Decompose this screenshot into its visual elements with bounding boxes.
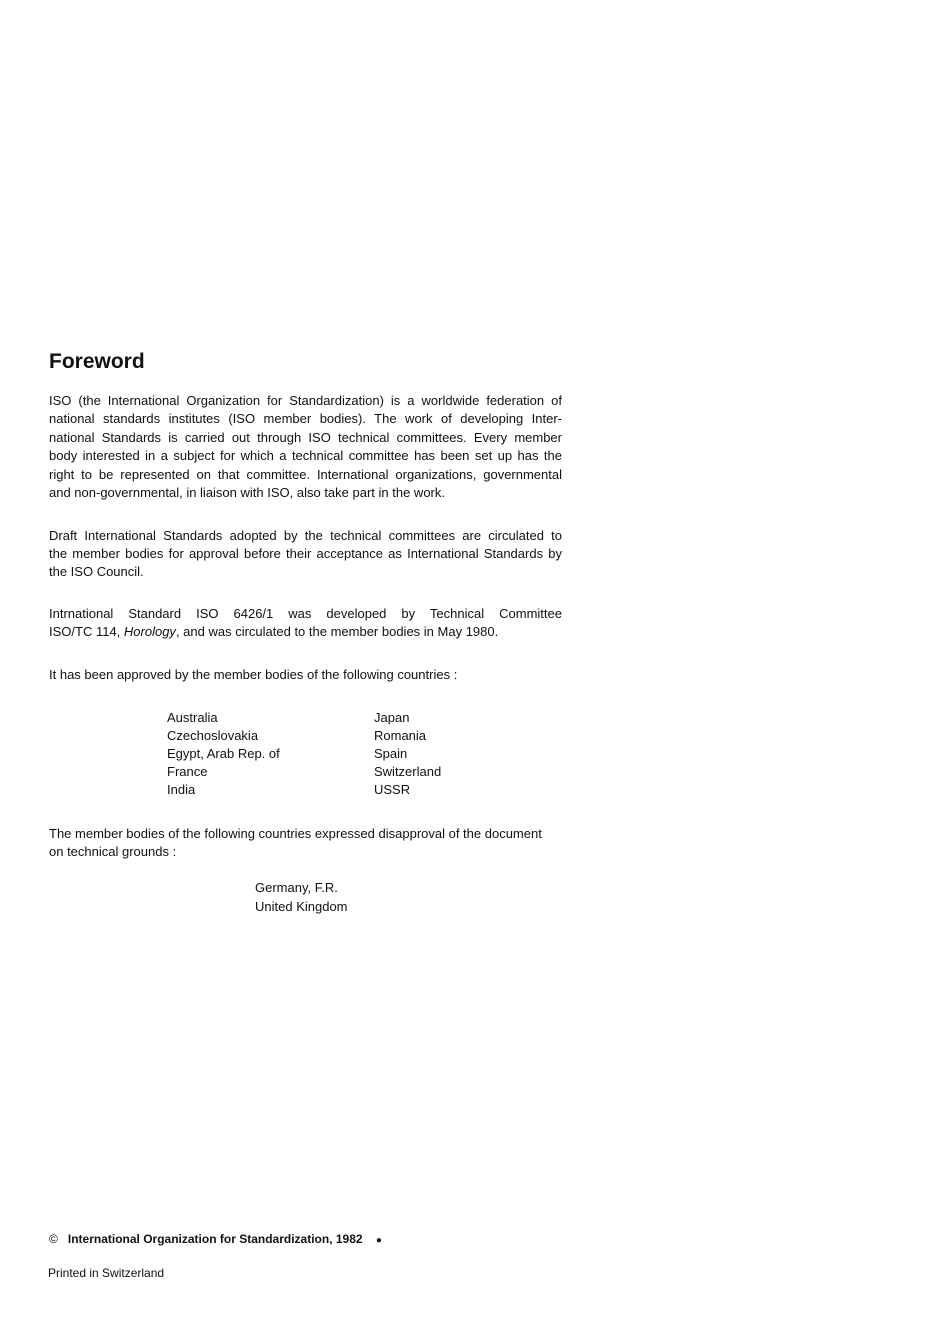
committee-name: Horology xyxy=(123,624,176,639)
para4: It has been approved by the member bodies of the following countries : xyxy=(49,667,458,682)
para3-line xyxy=(49,624,498,640)
country: Switzerland xyxy=(374,764,442,779)
para1-line: national standards institutes (ISO member bodies). The work of developing Inter- xyxy=(49,411,562,426)
country: Egypt, Arab Rep. of xyxy=(167,746,280,761)
country: United Kingdom xyxy=(255,899,348,914)
para1-line: ISO (the International Organization for Standardization) is a worldwide federation of xyxy=(49,393,562,408)
page-title: Foreword xyxy=(49,350,145,373)
country: Australia xyxy=(167,710,218,725)
text: ISO/TC 114, xyxy=(49,624,124,639)
para1-line: national Standards is carried out through ISO technical committees. Every member xyxy=(49,430,562,445)
copyright-text: International Organization for Standardization, 1982 xyxy=(67,1232,363,1246)
para5-line: on technical grounds : xyxy=(49,844,177,859)
country: Romania xyxy=(374,728,427,743)
para3-line: Intrnational Standard ISO 6426/1 was developed by Technical Committee xyxy=(49,606,562,621)
country: India xyxy=(167,782,196,797)
printed-in: Printed in Switzerland xyxy=(48,1266,165,1280)
country: Czechoslovakia xyxy=(167,728,259,743)
para2-line: the ISO Council. xyxy=(49,564,144,579)
country: Japan xyxy=(374,710,410,725)
country: Germany, F.R. xyxy=(255,880,338,895)
para2-line: Draft International Standards adopted by the technical committees are circulated to xyxy=(49,528,562,543)
para5-line: The member bodies of the following countries expressed disapproval of the document xyxy=(49,826,542,841)
country: France xyxy=(167,764,208,779)
country: Spain xyxy=(374,746,408,761)
copyright-symbol: © xyxy=(49,1232,58,1246)
para1-line: and non-governmental, in liaison with ISO, also take part in the work. xyxy=(49,485,445,500)
text: , and was circulated to the member bodies in May 1980. xyxy=(175,624,499,639)
para2-line: the member bodies for approval before their acceptance as International Standards by xyxy=(49,546,562,561)
bullet-icon: ● xyxy=(375,1235,382,1246)
para1-line: right to be represented on that committee. International organizations, governmental xyxy=(49,467,562,482)
copyright-line xyxy=(49,1231,382,1249)
para1-line: body interested in a subject for which a technical committee has been set up has the xyxy=(49,448,562,463)
country: USSR xyxy=(374,782,411,797)
